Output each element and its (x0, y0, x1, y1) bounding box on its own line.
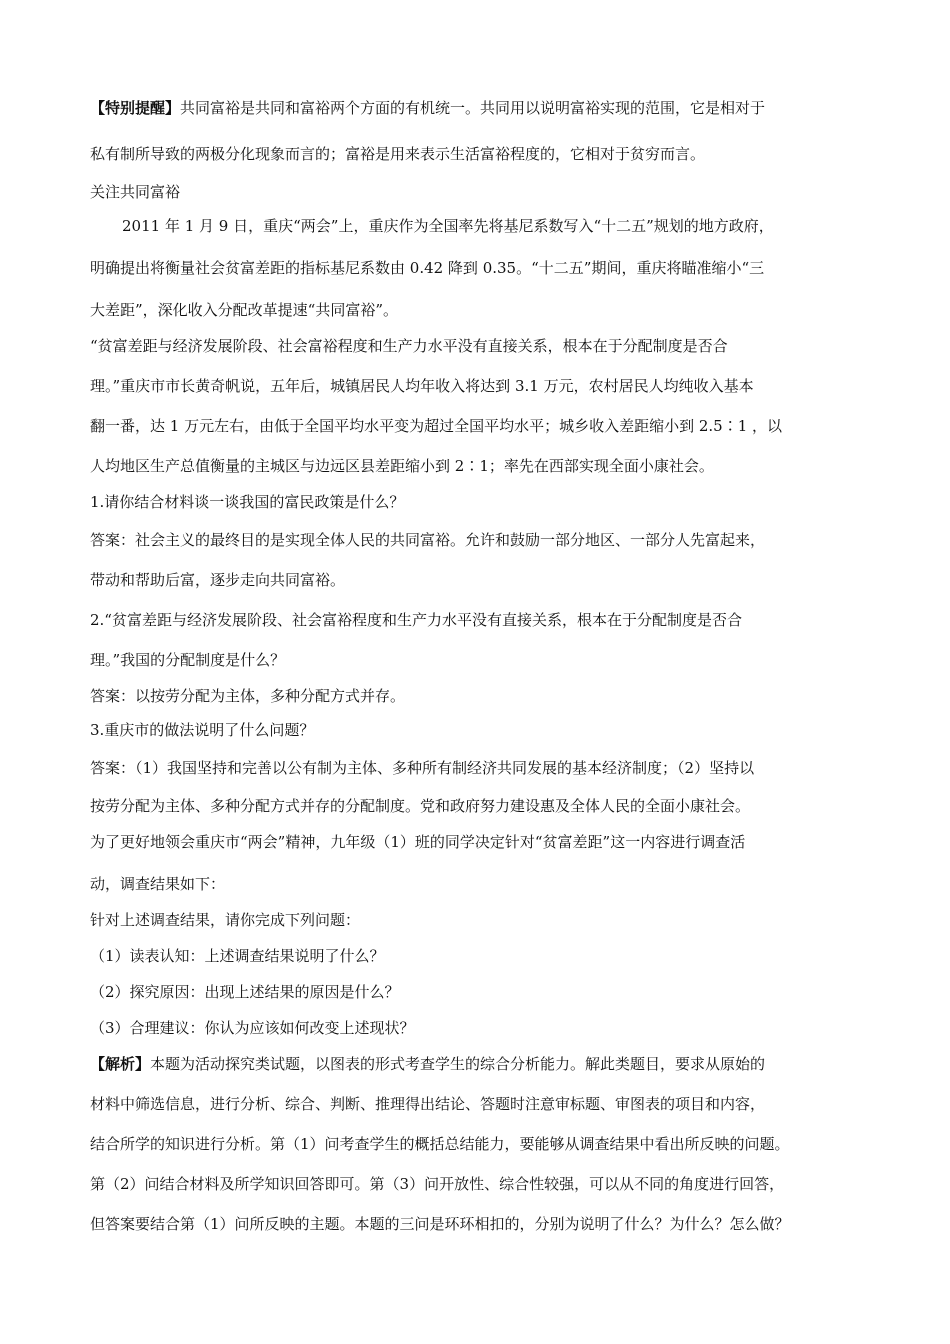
quote-line-4: 人均地区生产总值衡量的主城区与边远区县差距缩小到 2∶1；率先在西部实现全面小康社会。 (90, 457, 714, 475)
analysis-line-3: 结合所学的知识进行分析。第（1）问考查学生的概括总结能力，要能够从调查结果中看出所反映的问题。 (90, 1135, 790, 1153)
task-item-3: （3）合理建议：你认为应该如何改变上述现状？ (90, 1019, 415, 1037)
survey-intro-line-1: 为了更好地领会重庆市“两会”精神，九年级（1）班的同学决定针对“贫富差距”这一内容进行调查活 (90, 833, 746, 851)
quote-line-2: 理。”重庆市市长黄奇帆说，五年后，城镇居民人均年收入将达到 3.1 万元，农村居民人均纯收入基本 (90, 377, 754, 395)
question-2-line-2: 理。”我国的分配制度是什么？ (90, 651, 286, 669)
question-2-line-1: 2.“贫富差距与经济发展阶段、社会富裕程度和生产力水平没有直接关系，根本在于分配制度是否合 (90, 611, 742, 629)
question-3: 3.重庆市的做法说明了什么问题？ (90, 721, 315, 739)
analysis-line-4: 第（2）问结合材料及所学知识回答即可。第（3）问开放性、综合性较强，可以从不同的角度进行回答， (90, 1175, 785, 1193)
task-intro: 针对上述调查结果，请你完成下列问题： (90, 911, 361, 929)
question-1: 1.请你结合材料谈一谈我国的富民政策是什么？ (90, 493, 405, 511)
answer-1-line-1: 答案：社会主义的最终目的是实现全体人民的共同富裕。允许和鼓励一部分地区、一部分人先富起来， (90, 531, 766, 549)
tip-label: 【特别提醒】 (90, 99, 181, 117)
section-heading: 关注共同富裕 (90, 183, 181, 201)
analysis-line-2: 材料中筛选信息，进行分析、综合、判断、推理得出结论、答题时注意审标题、审图表的项目和内容， (90, 1095, 766, 1113)
analysis-line-1: 【解析】本题为活动探究类试题，以图表的形式考查学生的综合分析能力。解此类题目，要求从原始的 (90, 1055, 766, 1073)
answer-3-line-1: 答案：（1）我国坚持和完善以公有制为主体、多种所有制经济共同发展的基本经济制度；（2）坚持以 (90, 759, 755, 777)
paragraph-tip-line-2: 私有制所导致的两极分化现象而言的；富裕是用来表示生活富裕程度的，它相对于贫穷而言。 (90, 145, 706, 163)
quote-line-1: “贫富差距与经济发展阶段、社会富裕程度和生产力水平没有直接关系，根本在于分配制度是否合 (90, 337, 728, 355)
task-item-2: （2）探究原因：出现上述结果的原因是什么？ (90, 983, 400, 1001)
survey-intro-line-2: 动，调查结果如下： (90, 875, 226, 893)
answer-2: 答案：以按劳分配为主体，多种分配方式并存。 (90, 687, 406, 705)
material-line-2: 明确提出将衡量社会贫富差距的指标基尼系数由 0.42 降到 0.35。“十二五”期间，重庆将瞄准缩小“三 (90, 259, 765, 277)
material-line-3: 大差距”，深化收入分配改革提速“共同富裕”。 (90, 301, 399, 319)
paragraph-tip-line-1: 【特别提醒】共同富裕是共同和富裕两个方面的有机统一。共同用以说明富裕实现的范围，它是相对于 (90, 99, 766, 117)
answer-1-line-2: 带动和帮助后富，逐步走向共同富裕。 (90, 571, 346, 589)
task-item-1: （1）读表认知：上述调查结果说明了什么？ (90, 947, 385, 965)
analysis-label: 【解析】 (90, 1055, 151, 1073)
quote-line-3: 翻一番，达 1 万元左右，由低于全国平均水平变为超过全国平均水平；城乡收入差距缩小到 2.5∶1 ，以 (90, 417, 783, 435)
analysis-line-5: 但答案要结合第（1）问所反映的主题。本题的三问是环环相扣的，分别为说明了什么？为什么？怎么做？ (90, 1215, 790, 1233)
answer-3-line-2: 按劳分配为主体、多种分配方式并存的分配制度。党和政府努力建设惠及全体人民的全面小康社会。 (90, 797, 751, 815)
material-line-1: 2011 年 1 月 9 日，重庆“两会”上，重庆作为全国率先将基尼系数写入“十二五”规划的地方政府， (122, 217, 774, 235)
